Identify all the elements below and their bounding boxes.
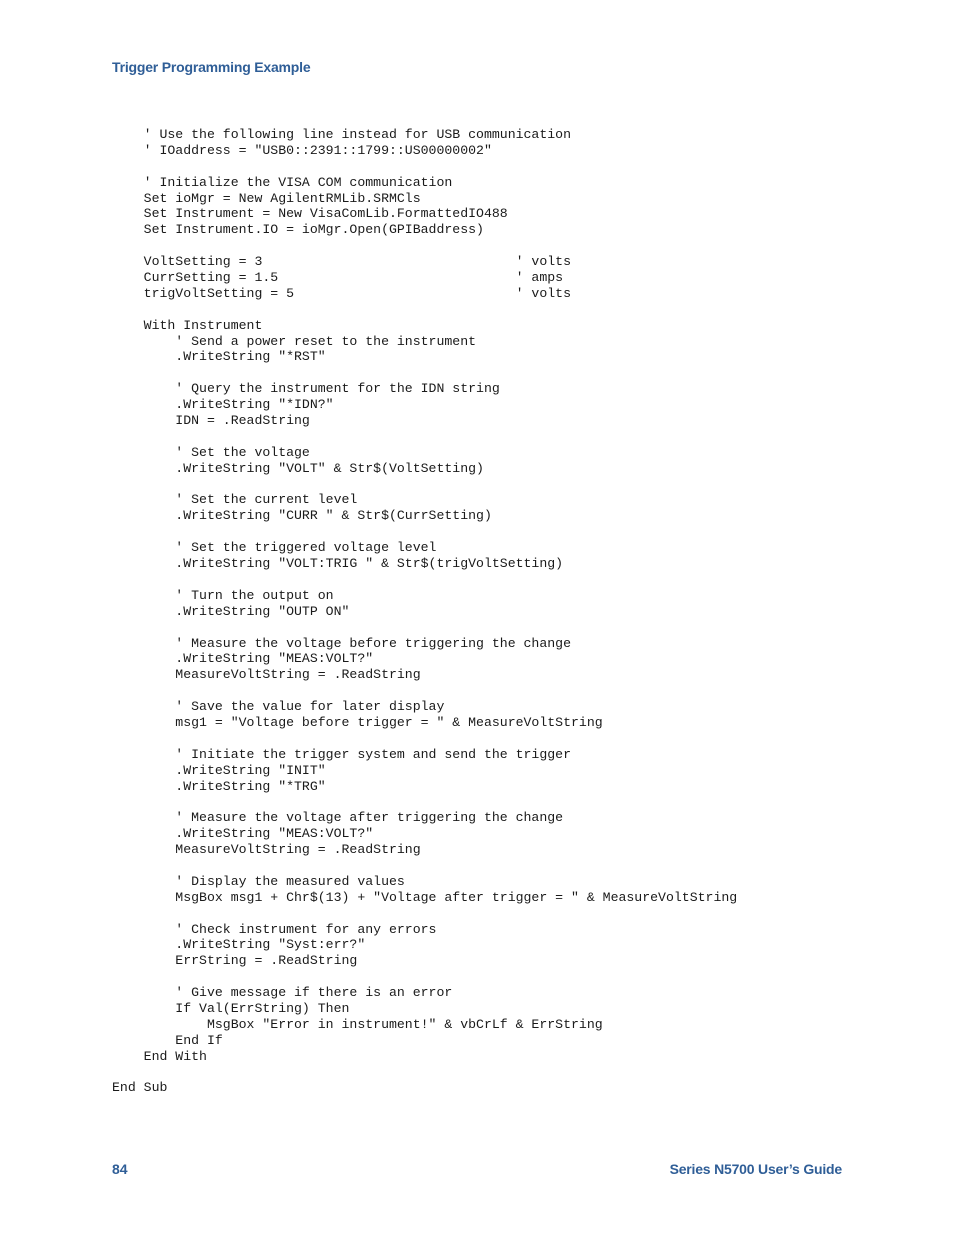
code-line: .WriteString "MEAS:VOLT?" — [112, 826, 374, 842]
code-line: .WriteString "MEAS:VOLT?" — [112, 651, 374, 667]
code-line: End Sub — [112, 1080, 168, 1096]
code-line: VoltSetting = 3 ' volts — [112, 254, 571, 270]
page-number: 84 — [112, 1161, 128, 1177]
code-line: .WriteString "Syst:err?" — [112, 937, 366, 953]
code-line — [112, 524, 932, 540]
code-line: If Val(ErrString) Then — [112, 1000, 350, 1016]
code-line: End If — [112, 1032, 223, 1048]
code-line — [112, 477, 932, 493]
code-line: End With — [112, 1048, 207, 1064]
code-line: .WriteString "*RST" — [112, 349, 326, 365]
code-line: ' Set the triggered voltage level — [112, 540, 437, 556]
code-line: .WriteString "VOLT:TRIG " & Str$(trigVoltSetting) — [112, 556, 564, 572]
code-line: MeasureVoltString = .ReadString — [112, 667, 421, 683]
code-line: MeasureVoltString = .ReadString — [112, 842, 421, 858]
code-listing — [112, 127, 932, 1096]
code-line: .WriteString "VOLT" & Str$(VoltSetting) — [112, 460, 484, 476]
code-line — [112, 683, 932, 699]
code-line: ' Query the instrument for the IDN string — [112, 381, 500, 397]
code-line — [112, 238, 932, 254]
code-line: .WriteString "OUTP ON" — [112, 603, 350, 619]
code-line — [112, 794, 932, 810]
code-line — [112, 858, 932, 874]
code-line: ' Measure the voltage before triggering the change — [112, 635, 571, 651]
code-line: Set Instrument.IO = ioMgr.Open(GPIBaddress) — [112, 222, 484, 238]
code-line — [112, 302, 932, 318]
code-line: ' IOaddress = "USB0::2391::1799::US00000002" — [112, 142, 492, 158]
code-line: Set Instrument = New VisaComLib.FormattedIO488 — [112, 206, 508, 222]
code-line: ' Give message if there is an error — [112, 985, 453, 1001]
code-line: ' Initialize the VISA COM communication — [112, 174, 453, 190]
code-line: .WriteString "*TRG" — [112, 778, 326, 794]
code-line: ' Save the value for later display — [112, 699, 445, 715]
page-header-section-title: Trigger Programming Example — [112, 59, 311, 75]
code-line — [112, 429, 932, 445]
code-line: .WriteString "INIT" — [112, 762, 326, 778]
code-line: ' Send a power reset to the instrument — [112, 333, 477, 349]
code-line: MsgBox msg1 + Chr$(13) + "Voltage after trigger = " & MeasureVoltString — [112, 889, 738, 905]
code-line: Set ioMgr = New AgilentRMLib.SRMCls — [112, 190, 421, 206]
code-line: ' Set the current level — [112, 492, 358, 508]
code-line: ' Display the measured values — [112, 873, 405, 889]
code-line: CurrSetting = 1.5 ' amps — [112, 270, 564, 286]
code-line: With Instrument — [112, 317, 263, 333]
code-line: ' Use the following line instead for USB communication — [112, 127, 571, 142]
code-line: IDN = .ReadString — [112, 413, 310, 429]
code-line: ErrString = .ReadString — [112, 953, 358, 969]
guide-title: Series N5700 User’s Guide — [669, 1161, 842, 1177]
code-line: ' Set the voltage — [112, 444, 310, 460]
code-line: ' Turn the output on — [112, 587, 334, 603]
code-line: .WriteString "CURR " & Str$(CurrSetting) — [112, 508, 492, 524]
code-line — [112, 365, 932, 381]
code-line — [112, 1065, 932, 1081]
code-line: ' Check instrument for any errors — [112, 921, 437, 937]
code-line: ' Measure the voltage after triggering the change — [112, 810, 564, 826]
code-line — [112, 572, 932, 588]
code-line — [112, 620, 932, 636]
code-line — [112, 731, 932, 747]
code-line — [112, 159, 932, 175]
code-line: .WriteString "*IDN?" — [112, 397, 334, 413]
code-line: MsgBox "Error in instrument!" & vbCrLf & ErrString — [112, 1016, 603, 1032]
code-line: msg1 = "Voltage before trigger = " & MeasureVoltString — [112, 714, 603, 730]
code-line — [112, 969, 932, 985]
code-line — [112, 906, 932, 922]
code-line: ' Initiate the trigger system and send the trigger — [112, 746, 571, 762]
code-line: trigVoltSetting = 5 ' volts — [112, 285, 571, 301]
